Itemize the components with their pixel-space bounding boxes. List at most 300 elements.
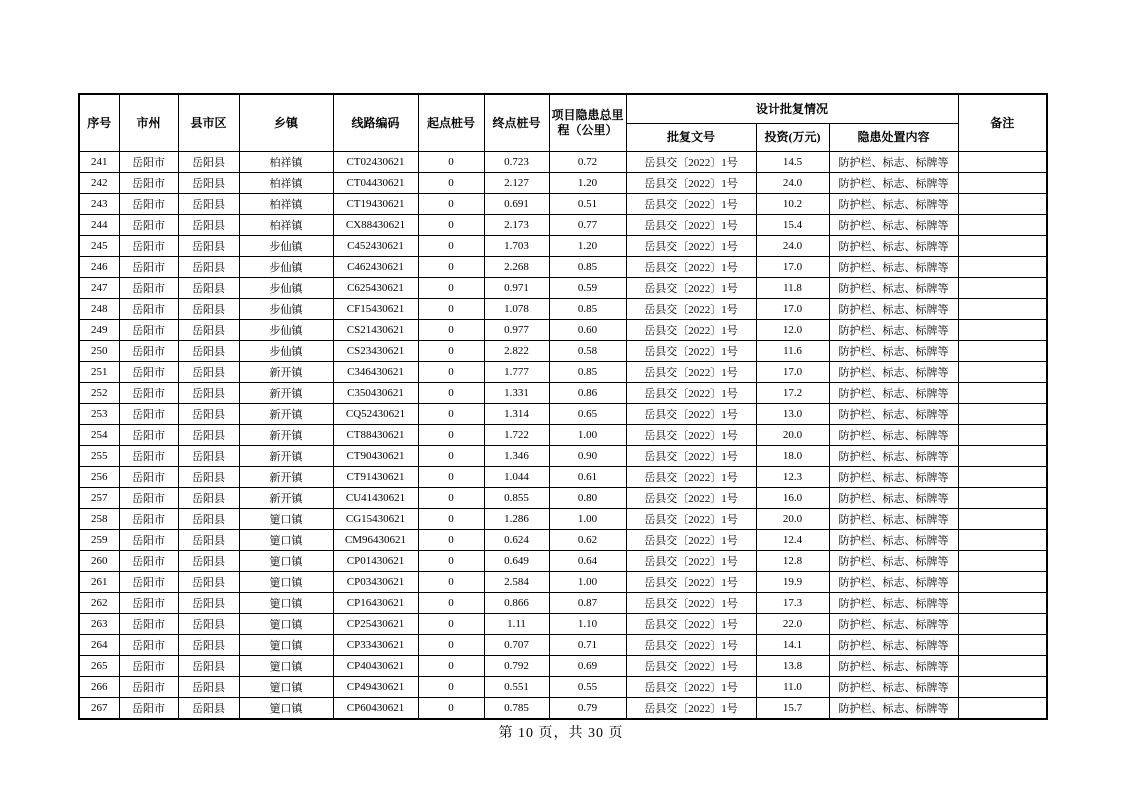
cell-seq: 246 [79,256,119,277]
cell-investment: 14.1 [756,634,829,655]
table-row [79,487,1047,508]
cell-city: 岳阳市 [119,424,178,445]
table-row [79,172,1047,193]
cell-end-stake: 0.855 [484,487,549,508]
cell-mileage: 1.00 [549,424,626,445]
cell-town: 筻口镇 [239,571,333,592]
cell-investment: 12.0 [756,319,829,340]
col-header-end-stake: 终点桩号 [484,94,549,151]
cell-treatment: 防护栏、标志、标牌等 [829,697,958,719]
cell-town: 新开镇 [239,361,333,382]
cell-town: 筻口镇 [239,508,333,529]
cell-start-stake: 0 [418,445,484,466]
col-header-treatment: 隐患处置内容 [829,123,958,151]
cell-treatment: 防护栏、标志、标牌等 [829,172,958,193]
cell-remark [958,172,1047,193]
cell-county: 岳阳县 [178,277,239,298]
cell-seq: 250 [79,340,119,361]
cell-mileage: 1.20 [549,172,626,193]
table-row [79,319,1047,340]
cell-start-stake: 0 [418,214,484,235]
cell-treatment: 防护栏、标志、标牌等 [829,424,958,445]
cell-city: 岳阳市 [119,298,178,319]
cell-approval-doc: 岳县交〔2022〕1号 [626,151,756,172]
cell-line-code: CF15430621 [333,298,418,319]
cell-remark [958,508,1047,529]
cell-end-stake: 1.722 [484,424,549,445]
cell-line-code: CU41430621 [333,487,418,508]
cell-investment: 12.8 [756,550,829,571]
cell-county: 岳阳县 [178,151,239,172]
cell-line-code: CP60430621 [333,697,418,719]
cell-county: 岳阳县 [178,487,239,508]
cell-approval-doc: 岳县交〔2022〕1号 [626,424,756,445]
table-row [79,655,1047,676]
table-row [79,634,1047,655]
cell-start-stake: 0 [418,550,484,571]
cell-end-stake: 0.971 [484,277,549,298]
cell-city: 岳阳市 [119,319,178,340]
cell-county: 岳阳县 [178,529,239,550]
cell-seq: 249 [79,319,119,340]
cell-town: 筻口镇 [239,634,333,655]
table-row [79,382,1047,403]
cell-county: 岳阳县 [178,193,239,214]
cell-line-code: CP49430621 [333,676,418,697]
cell-approval-doc: 岳县交〔2022〕1号 [626,172,756,193]
cell-county: 岳阳县 [178,214,239,235]
cell-seq: 258 [79,508,119,529]
table-row [79,298,1047,319]
cell-town: 步仙镇 [239,277,333,298]
cell-treatment: 防护栏、标志、标牌等 [829,277,958,298]
cell-line-code: CP03430621 [333,571,418,592]
cell-line-code: CM96430621 [333,529,418,550]
cell-county: 岳阳县 [178,424,239,445]
cell-approval-doc: 岳县交〔2022〕1号 [626,508,756,529]
cell-line-code: CP33430621 [333,634,418,655]
cell-treatment: 防护栏、标志、标牌等 [829,634,958,655]
cell-city: 岳阳市 [119,382,178,403]
cell-investment: 12.3 [756,466,829,487]
cell-line-code: C452430621 [333,235,418,256]
table-row [79,592,1047,613]
cell-line-code: C462430621 [333,256,418,277]
cell-start-stake: 0 [418,151,484,172]
cell-remark [958,319,1047,340]
cell-city: 岳阳市 [119,466,178,487]
cell-treatment: 防护栏、标志、标牌等 [829,193,958,214]
cell-approval-doc: 岳县交〔2022〕1号 [626,382,756,403]
table-row [79,235,1047,256]
cell-town: 步仙镇 [239,340,333,361]
cell-mileage: 0.69 [549,655,626,676]
table-row [79,277,1047,298]
cell-end-stake: 2.822 [484,340,549,361]
cell-county: 岳阳县 [178,634,239,655]
cell-line-code: CT19430621 [333,193,418,214]
cell-investment: 10.2 [756,193,829,214]
table-row [79,424,1047,445]
table-row [79,151,1047,172]
table-row [79,613,1047,634]
table-header [79,94,1047,151]
table-row [79,256,1047,277]
cell-line-code: CT02430621 [333,151,418,172]
cell-city: 岳阳市 [119,697,178,719]
cell-remark [958,151,1047,172]
cell-end-stake: 0.649 [484,550,549,571]
cell-seq: 263 [79,613,119,634]
table-row [79,676,1047,697]
cell-remark [958,361,1047,382]
cell-end-stake: 1.044 [484,466,549,487]
cell-investment: 18.0 [756,445,829,466]
cell-mileage: 1.00 [549,508,626,529]
table-row [79,550,1047,571]
cell-town: 筻口镇 [239,592,333,613]
cell-county: 岳阳县 [178,571,239,592]
cell-seq: 245 [79,235,119,256]
cell-investment: 11.8 [756,277,829,298]
cell-investment: 20.0 [756,424,829,445]
cell-mileage: 1.20 [549,235,626,256]
cell-start-stake: 0 [418,487,484,508]
cell-mileage: 0.62 [549,529,626,550]
cell-mileage: 1.10 [549,613,626,634]
table-row [79,193,1047,214]
cell-mileage: 0.61 [549,466,626,487]
cell-approval-doc: 岳县交〔2022〕1号 [626,487,756,508]
cell-remark [958,235,1047,256]
cell-start-stake: 0 [418,361,484,382]
cell-line-code: CP01430621 [333,550,418,571]
cell-start-stake: 0 [418,655,484,676]
cell-start-stake: 0 [418,235,484,256]
cell-county: 岳阳县 [178,655,239,676]
cell-investment: 16.0 [756,487,829,508]
cell-city: 岳阳市 [119,361,178,382]
cell-line-code: CP40430621 [333,655,418,676]
cell-mileage: 0.85 [549,361,626,382]
cell-treatment: 防护栏、标志、标牌等 [829,466,958,487]
cell-county: 岳阳县 [178,319,239,340]
table-row [79,508,1047,529]
cell-investment: 20.0 [756,508,829,529]
cell-city: 岳阳市 [119,676,178,697]
cell-start-stake: 0 [418,697,484,719]
cell-start-stake: 0 [418,529,484,550]
cell-treatment: 防护栏、标志、标牌等 [829,151,958,172]
cell-city: 岳阳市 [119,445,178,466]
cell-investment: 19.9 [756,571,829,592]
cell-town: 步仙镇 [239,256,333,277]
cell-mileage: 0.80 [549,487,626,508]
cell-approval-doc: 岳县交〔2022〕1号 [626,697,756,719]
cell-line-code: CT90430621 [333,445,418,466]
cell-county: 岳阳县 [178,550,239,571]
cell-line-code: CS23430621 [333,340,418,361]
cell-approval-doc: 岳县交〔2022〕1号 [626,319,756,340]
cell-start-stake: 0 [418,193,484,214]
cell-city: 岳阳市 [119,151,178,172]
table-row [79,340,1047,361]
cell-city: 岳阳市 [119,277,178,298]
cell-start-stake: 0 [418,340,484,361]
cell-county: 岳阳县 [178,466,239,487]
cell-end-stake: 2.127 [484,172,549,193]
cell-approval-doc: 岳县交〔2022〕1号 [626,277,756,298]
cell-line-code: CX88430621 [333,214,418,235]
cell-approval-doc: 岳县交〔2022〕1号 [626,655,756,676]
cell-remark [958,634,1047,655]
cell-town: 新开镇 [239,424,333,445]
cell-treatment: 防护栏、标志、标牌等 [829,613,958,634]
cell-town: 步仙镇 [239,298,333,319]
cell-investment: 22.0 [756,613,829,634]
cell-mileage: 0.85 [549,298,626,319]
cell-end-stake: 2.173 [484,214,549,235]
cell-county: 岳阳县 [178,256,239,277]
cell-approval-doc: 岳县交〔2022〕1号 [626,529,756,550]
cell-remark [958,298,1047,319]
cell-mileage: 0.86 [549,382,626,403]
cell-mileage: 0.71 [549,634,626,655]
cell-treatment: 防护栏、标志、标牌等 [829,214,958,235]
cell-approval-doc: 岳县交〔2022〕1号 [626,193,756,214]
cell-town: 新开镇 [239,466,333,487]
cell-line-code: CT88430621 [333,424,418,445]
cell-mileage: 0.90 [549,445,626,466]
cell-end-stake: 1.11 [484,613,549,634]
cell-city: 岳阳市 [119,613,178,634]
cell-approval-doc: 岳县交〔2022〕1号 [626,634,756,655]
cell-line-code: CP16430621 [333,592,418,613]
table-row [79,214,1047,235]
table-row [79,571,1047,592]
cell-remark [958,676,1047,697]
table-row [79,697,1047,719]
cell-end-stake: 1.314 [484,403,549,424]
cell-remark [958,214,1047,235]
cell-start-stake: 0 [418,319,484,340]
cell-investment: 17.0 [756,256,829,277]
cell-remark [958,487,1047,508]
cell-seq: 266 [79,676,119,697]
cell-seq: 244 [79,214,119,235]
col-header-town: 乡镇 [239,94,333,151]
cell-treatment: 防护栏、标志、标牌等 [829,361,958,382]
cell-mileage: 0.64 [549,550,626,571]
cell-end-stake: 1.346 [484,445,549,466]
col-header-approval-group: 设计批复情况 [626,94,958,123]
cell-treatment: 防护栏、标志、标牌等 [829,298,958,319]
col-header-line-code: 线路编码 [333,94,418,151]
cell-end-stake: 0.866 [484,592,549,613]
cell-investment: 12.4 [756,529,829,550]
cell-treatment: 防护栏、标志、标牌等 [829,340,958,361]
table-body [79,151,1047,719]
table-row [79,529,1047,550]
cell-investment: 15.4 [756,214,829,235]
cell-seq: 241 [79,151,119,172]
cell-investment: 24.0 [756,235,829,256]
cell-treatment: 防护栏、标志、标牌等 [829,592,958,613]
cell-mileage: 0.51 [549,193,626,214]
cell-city: 岳阳市 [119,508,178,529]
cell-line-code: C350430621 [333,382,418,403]
cell-treatment: 防护栏、标志、标牌等 [829,235,958,256]
cell-line-code: CT04430621 [333,172,418,193]
col-header-county: 县市区 [178,94,239,151]
cell-county: 岳阳县 [178,340,239,361]
cell-town: 步仙镇 [239,235,333,256]
cell-mileage: 0.72 [549,151,626,172]
cell-town: 步仙镇 [239,319,333,340]
cell-start-stake: 0 [418,172,484,193]
cell-start-stake: 0 [418,466,484,487]
cell-line-code: C346430621 [333,361,418,382]
cell-investment: 24.0 [756,172,829,193]
cell-seq: 264 [79,634,119,655]
cell-end-stake: 1.078 [484,298,549,319]
cell-city: 岳阳市 [119,571,178,592]
cell-city: 岳阳市 [119,550,178,571]
cell-remark [958,613,1047,634]
cell-approval-doc: 岳县交〔2022〕1号 [626,256,756,277]
cell-town: 柏祥镇 [239,172,333,193]
cell-investment: 14.5 [756,151,829,172]
cell-county: 岳阳县 [178,298,239,319]
cell-town: 新开镇 [239,382,333,403]
cell-treatment: 防护栏、标志、标牌等 [829,382,958,403]
cell-mileage: 0.59 [549,277,626,298]
cell-town: 柏祥镇 [239,214,333,235]
cell-remark [958,571,1047,592]
cell-mileage: 0.85 [549,256,626,277]
cell-city: 岳阳市 [119,487,178,508]
cell-seq: 254 [79,424,119,445]
cell-approval-doc: 岳县交〔2022〕1号 [626,235,756,256]
cell-end-stake: 1.286 [484,508,549,529]
cell-approval-doc: 岳县交〔2022〕1号 [626,550,756,571]
cell-line-code: C625430621 [333,277,418,298]
cell-end-stake: 0.792 [484,655,549,676]
cell-approval-doc: 岳县交〔2022〕1号 [626,466,756,487]
table-row [79,466,1047,487]
cell-line-code: CQ52430621 [333,403,418,424]
cell-treatment: 防护栏、标志、标牌等 [829,676,958,697]
cell-start-stake: 0 [418,424,484,445]
cell-start-stake: 0 [418,298,484,319]
cell-remark [958,655,1047,676]
cell-investment: 17.0 [756,361,829,382]
cell-treatment: 防护栏、标志、标牌等 [829,319,958,340]
cell-seq: 262 [79,592,119,613]
cell-city: 岳阳市 [119,592,178,613]
cell-end-stake: 1.703 [484,235,549,256]
cell-county: 岳阳县 [178,361,239,382]
cell-mileage: 0.55 [549,676,626,697]
cell-mileage: 0.79 [549,697,626,719]
cell-start-stake: 0 [418,256,484,277]
cell-start-stake: 0 [418,592,484,613]
cell-investment: 11.0 [756,676,829,697]
cell-end-stake: 0.785 [484,697,549,719]
cell-end-stake: 2.584 [484,571,549,592]
cell-county: 岳阳县 [178,235,239,256]
cell-start-stake: 0 [418,634,484,655]
cell-approval-doc: 岳县交〔2022〕1号 [626,298,756,319]
cell-start-stake: 0 [418,403,484,424]
hazard-treatment-table [78,93,1048,720]
cell-town: 新开镇 [239,487,333,508]
cell-treatment: 防护栏、标志、标牌等 [829,256,958,277]
cell-approval-doc: 岳县交〔2022〕1号 [626,571,756,592]
col-header-city: 市州 [119,94,178,151]
cell-seq: 260 [79,550,119,571]
cell-investment: 13.0 [756,403,829,424]
cell-seq: 253 [79,403,119,424]
cell-mileage: 1.00 [549,571,626,592]
cell-approval-doc: 岳县交〔2022〕1号 [626,613,756,634]
cell-county: 岳阳县 [178,403,239,424]
cell-approval-doc: 岳县交〔2022〕1号 [626,361,756,382]
cell-remark [958,277,1047,298]
cell-seq: 243 [79,193,119,214]
table-row [79,445,1047,466]
cell-town: 柏祥镇 [239,151,333,172]
cell-remark [958,403,1047,424]
cell-county: 岳阳县 [178,172,239,193]
cell-town: 筻口镇 [239,550,333,571]
cell-remark [958,466,1047,487]
cell-city: 岳阳市 [119,634,178,655]
cell-start-stake: 0 [418,508,484,529]
cell-city: 岳阳市 [119,172,178,193]
cell-approval-doc: 岳县交〔2022〕1号 [626,592,756,613]
cell-seq: 248 [79,298,119,319]
cell-county: 岳阳县 [178,592,239,613]
cell-investment: 17.0 [756,298,829,319]
cell-remark [958,193,1047,214]
cell-city: 岳阳市 [119,193,178,214]
cell-end-stake: 0.977 [484,319,549,340]
cell-seq: 255 [79,445,119,466]
cell-treatment: 防护栏、标志、标牌等 [829,529,958,550]
cell-approval-doc: 岳县交〔2022〕1号 [626,403,756,424]
cell-city: 岳阳市 [119,403,178,424]
header-row-1 [79,94,1047,123]
table-row [79,361,1047,382]
cell-end-stake: 1.331 [484,382,549,403]
cell-line-code: CG15430621 [333,508,418,529]
cell-approval-doc: 岳县交〔2022〕1号 [626,676,756,697]
cell-remark [958,445,1047,466]
cell-investment: 11.6 [756,340,829,361]
cell-town: 新开镇 [239,403,333,424]
cell-city: 岳阳市 [119,235,178,256]
cell-town: 柏祥镇 [239,193,333,214]
cell-start-stake: 0 [418,382,484,403]
cell-investment: 13.8 [756,655,829,676]
cell-treatment: 防护栏、标志、标牌等 [829,487,958,508]
cell-county: 岳阳县 [178,508,239,529]
col-header-investment: 投资(万元) [756,123,829,151]
cell-investment: 15.7 [756,697,829,719]
cell-seq: 251 [79,361,119,382]
cell-start-stake: 0 [418,613,484,634]
